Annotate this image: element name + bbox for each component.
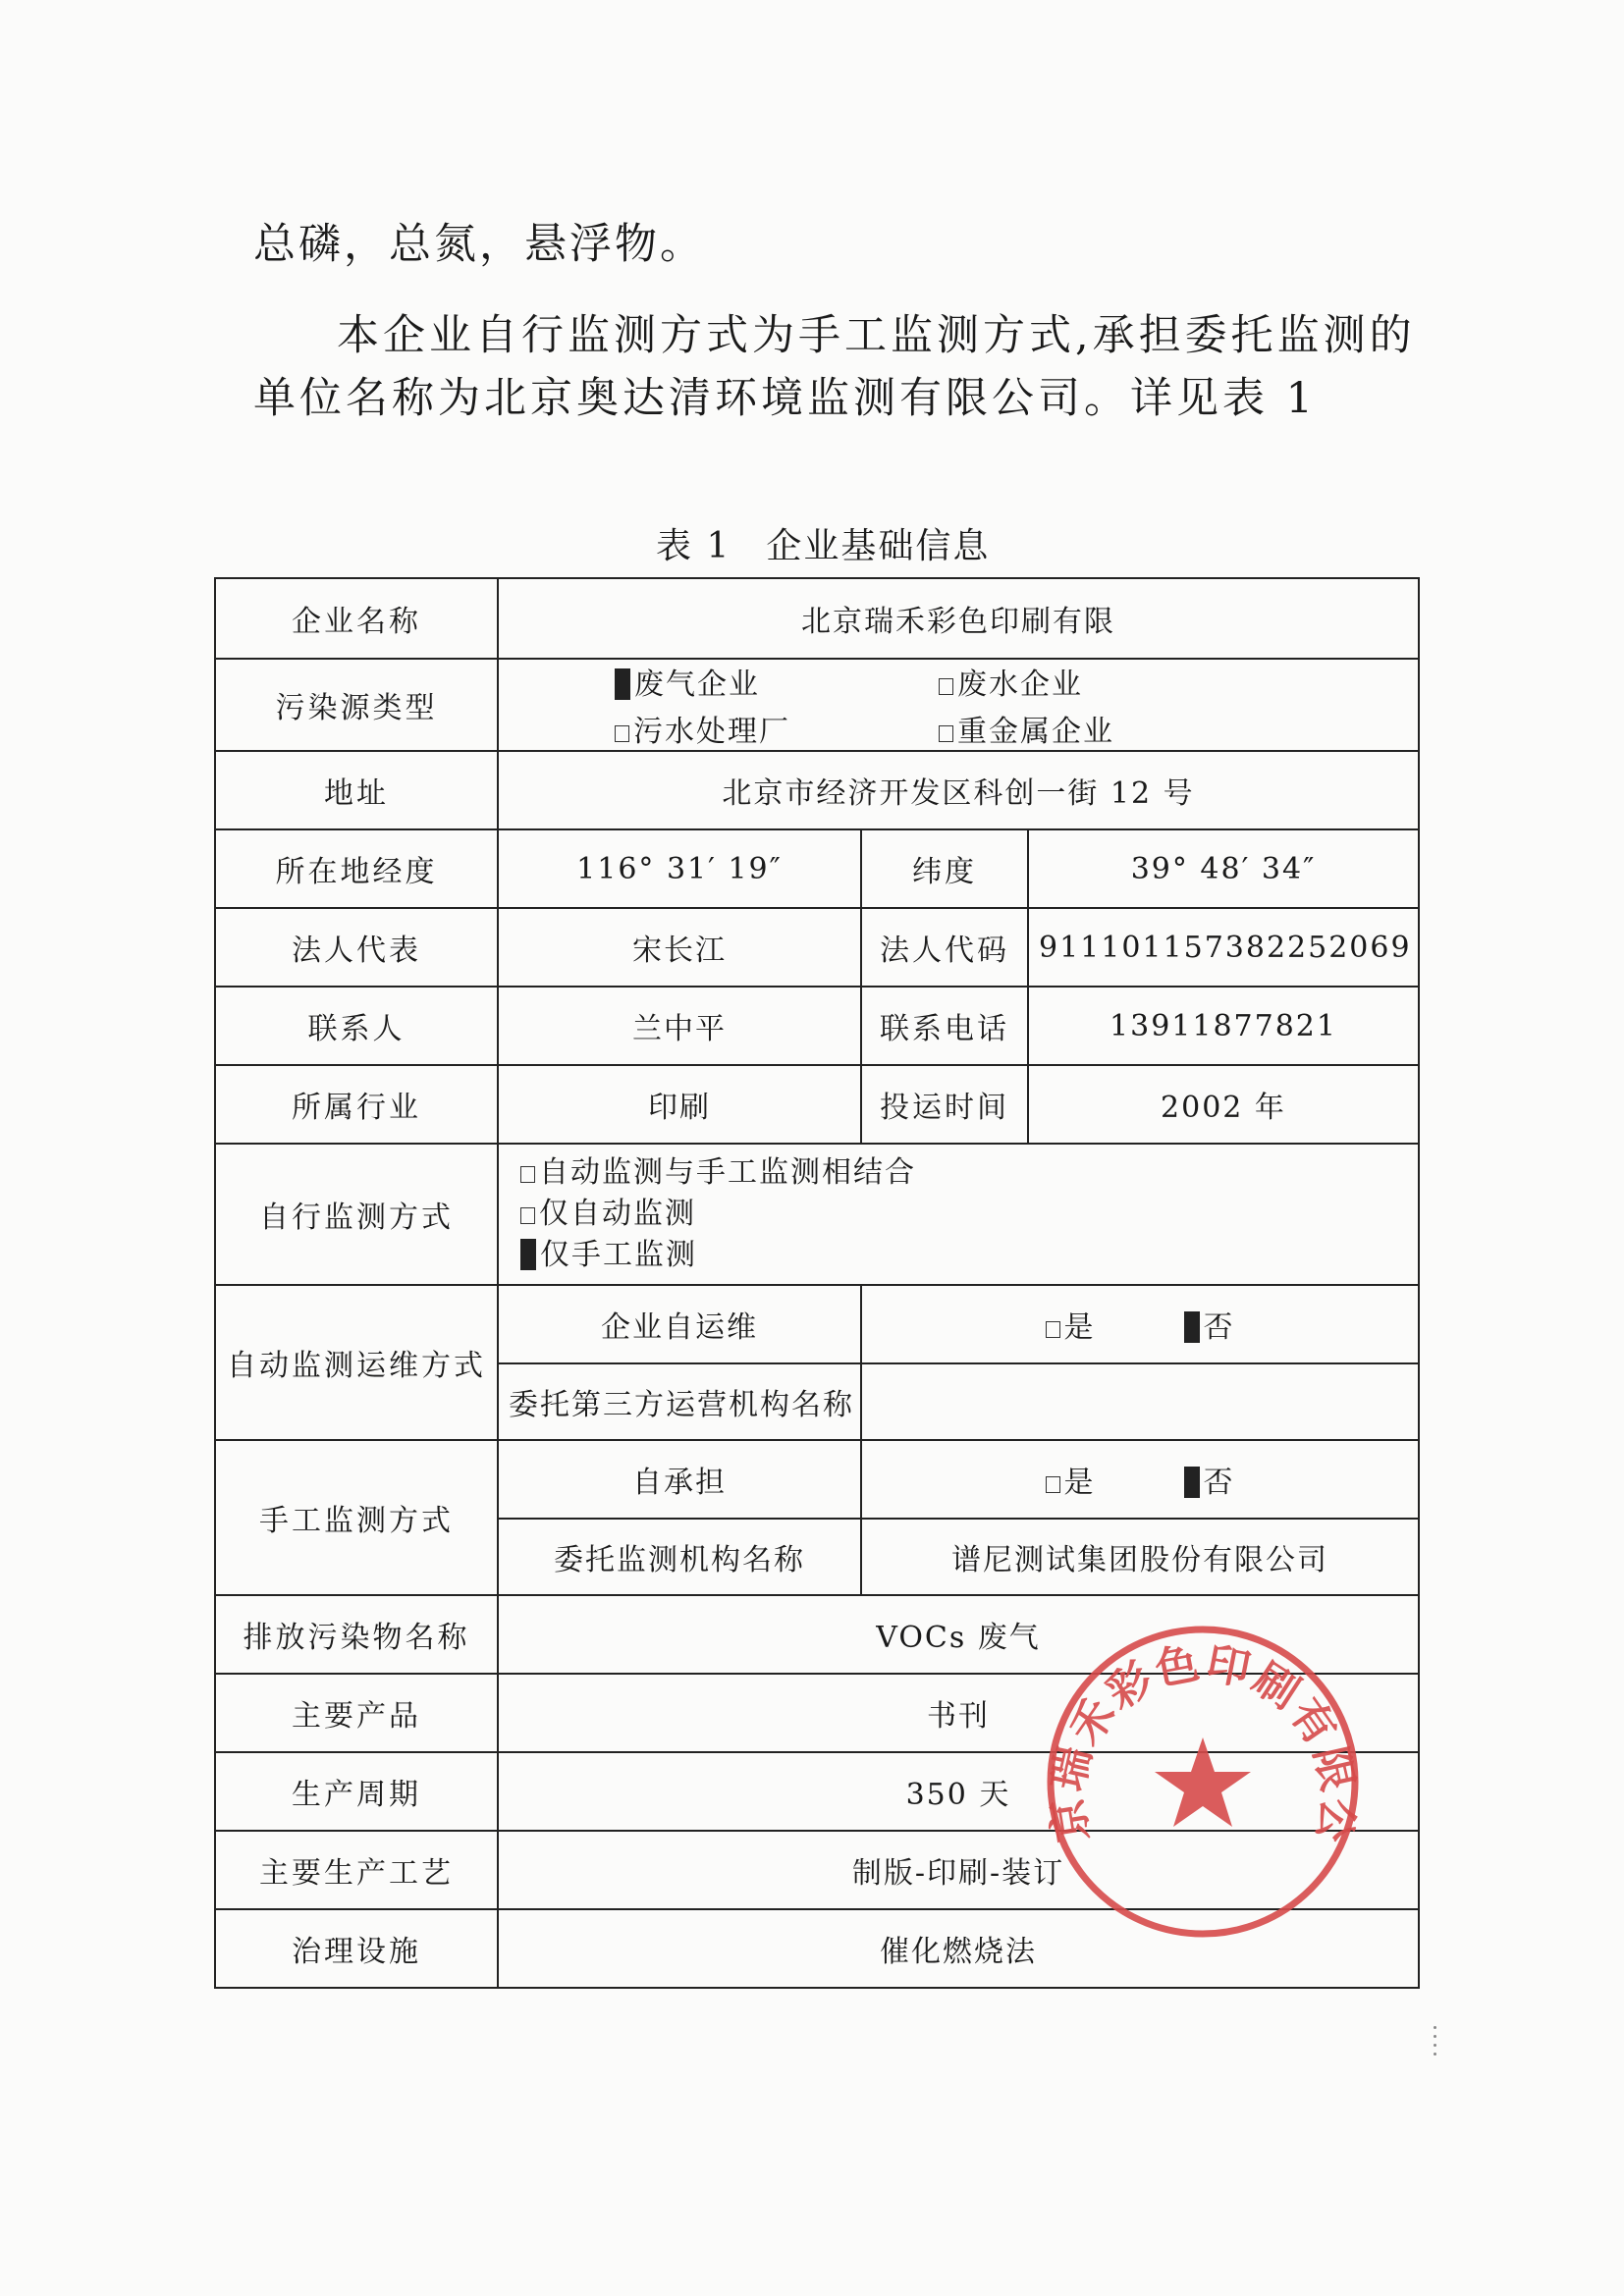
industry-label: 所属行业	[215, 1065, 498, 1144]
self-monitor-label: 自行监测方式	[215, 1144, 498, 1285]
table-row	[215, 1595, 1419, 1674]
paragraph-line-2: 本企业自行监测方式为手工监测方式,承担委托监测的	[337, 311, 1416, 360]
option-auto-and-manual: 自动监测与手工监测相结合	[520, 1152, 1408, 1194]
legal-rep-label: 法人代表	[215, 908, 498, 987]
start-time-value: 2002 年	[1028, 1065, 1419, 1144]
longitude-value: 116° 31′ 19″	[498, 829, 861, 908]
table-row	[215, 1144, 1419, 1285]
products-label: 主要产品	[215, 1674, 498, 1752]
checkbox-icon	[520, 1166, 535, 1183]
phone-value: 13911877821	[1028, 987, 1419, 1065]
table-row	[215, 829, 1419, 908]
checkbox-checked-icon	[1184, 1311, 1200, 1343]
paragraph-line-1: 总磷，总氮，悬浮物。	[253, 220, 705, 269]
manual-self-choice	[861, 1440, 1419, 1519]
pollution-type-options	[498, 659, 1419, 751]
company-name-value: 北京瑞禾彩色印刷有限	[498, 578, 1419, 659]
agency-value: 谱尼测试集团股份有限公司	[861, 1519, 1419, 1595]
checkbox-checked-icon	[520, 1239, 536, 1270]
table-row	[215, 908, 1419, 987]
process-value: 制版-印刷-装订	[498, 1831, 1419, 1909]
cycle-value: 350 天	[498, 1752, 1419, 1831]
longitude-label: 所在地经度	[215, 829, 498, 908]
legal-rep-value: 宋长江	[498, 908, 861, 987]
table-row	[215, 1440, 1419, 1519]
checkbox-icon	[1046, 1476, 1060, 1493]
table-row	[215, 1674, 1419, 1752]
latitude-value: 39° 48′ 34″	[1028, 829, 1419, 908]
checkbox-icon	[615, 725, 629, 742]
table-row	[215, 1831, 1419, 1909]
option-sewage-plant: 污水处理厂	[615, 707, 939, 750]
option-waste-gas: 废气企业	[615, 660, 939, 703]
legal-code-value: 911101157382252069	[1028, 908, 1419, 987]
option-waste-water: 废水企业	[939, 660, 1233, 703]
products-value: 书刊	[498, 1674, 1419, 1752]
address-value: 北京市经济开发区科创一街 12 号	[498, 751, 1419, 829]
phone-label: 联系电话	[861, 987, 1028, 1065]
checkbox-icon	[939, 678, 953, 695]
table-row	[215, 659, 1419, 751]
auto-ops-no: 否	[1184, 1303, 1235, 1346]
option-auto-only: 仅自动监测	[520, 1194, 1408, 1235]
checkbox-icon	[1046, 1321, 1060, 1338]
latitude-label: 纬度	[861, 829, 1028, 908]
legal-code-label: 法人代码	[861, 908, 1028, 987]
checkbox-checked-icon	[615, 668, 630, 700]
table-row	[215, 578, 1419, 659]
agency-label: 委托监测机构名称	[498, 1519, 861, 1595]
start-time-label: 投运时间	[861, 1065, 1028, 1144]
auto-ops-self-label: 企业自运维	[498, 1285, 861, 1363]
process-label: 主要生产工艺	[215, 1831, 498, 1909]
industry-value: 印刷	[498, 1065, 861, 1144]
table-row	[215, 751, 1419, 829]
pollutants-value: VOCs 废气	[498, 1595, 1419, 1674]
table-title: 企业基础信息	[766, 526, 991, 566]
treatment-value: 催化燃烧法	[498, 1909, 1419, 1988]
treatment-label: 治理设施	[215, 1909, 498, 1988]
company-name-label: 企业名称	[215, 578, 498, 659]
self-monitor-options	[498, 1144, 1419, 1285]
pollutants-label: 排放污染物名称	[215, 1595, 498, 1674]
company-info-table	[214, 577, 1420, 1989]
table-number: 表 1	[656, 526, 731, 566]
table-row	[215, 1909, 1419, 1988]
manual-self-label: 自承担	[498, 1440, 861, 1519]
auto-ops-label: 自动监测运维方式	[215, 1285, 498, 1440]
checkbox-icon	[939, 725, 953, 742]
table-row	[215, 987, 1419, 1065]
table-row	[215, 1285, 1419, 1363]
third-party-label: 委托第三方运营机构名称	[498, 1363, 861, 1440]
paragraph-line-3: 单位名称为北京奥达清环境监测有限公司。详见表 1	[253, 374, 1318, 423]
manual-no: 否	[1184, 1458, 1235, 1501]
table-row	[215, 1752, 1419, 1831]
address-label: 地址	[215, 751, 498, 829]
manual-yes: 是	[1046, 1458, 1096, 1501]
option-manual-only: 仅手工监测	[520, 1235, 1408, 1276]
seal-arc-text: 京瑞禾彩色印刷有限公	[1042, 1638, 1364, 1845]
checkbox-checked-icon	[1184, 1467, 1200, 1498]
auto-ops-self-choice	[861, 1285, 1419, 1363]
contact-label: 联系人	[215, 987, 498, 1065]
checkbox-icon	[520, 1207, 535, 1224]
cycle-label: 生产周期	[215, 1752, 498, 1831]
option-heavy-metal: 重金属企业	[939, 707, 1233, 750]
scan-marks	[1432, 2020, 1439, 2069]
table-row	[215, 1065, 1419, 1144]
auto-ops-yes: 是	[1046, 1303, 1096, 1346]
pollution-type-label: 污染源类型	[215, 659, 498, 751]
manual-label: 手工监测方式	[215, 1440, 498, 1595]
table-caption	[656, 518, 990, 568]
contact-value: 兰中平	[498, 987, 861, 1065]
third-party-value	[861, 1363, 1419, 1440]
